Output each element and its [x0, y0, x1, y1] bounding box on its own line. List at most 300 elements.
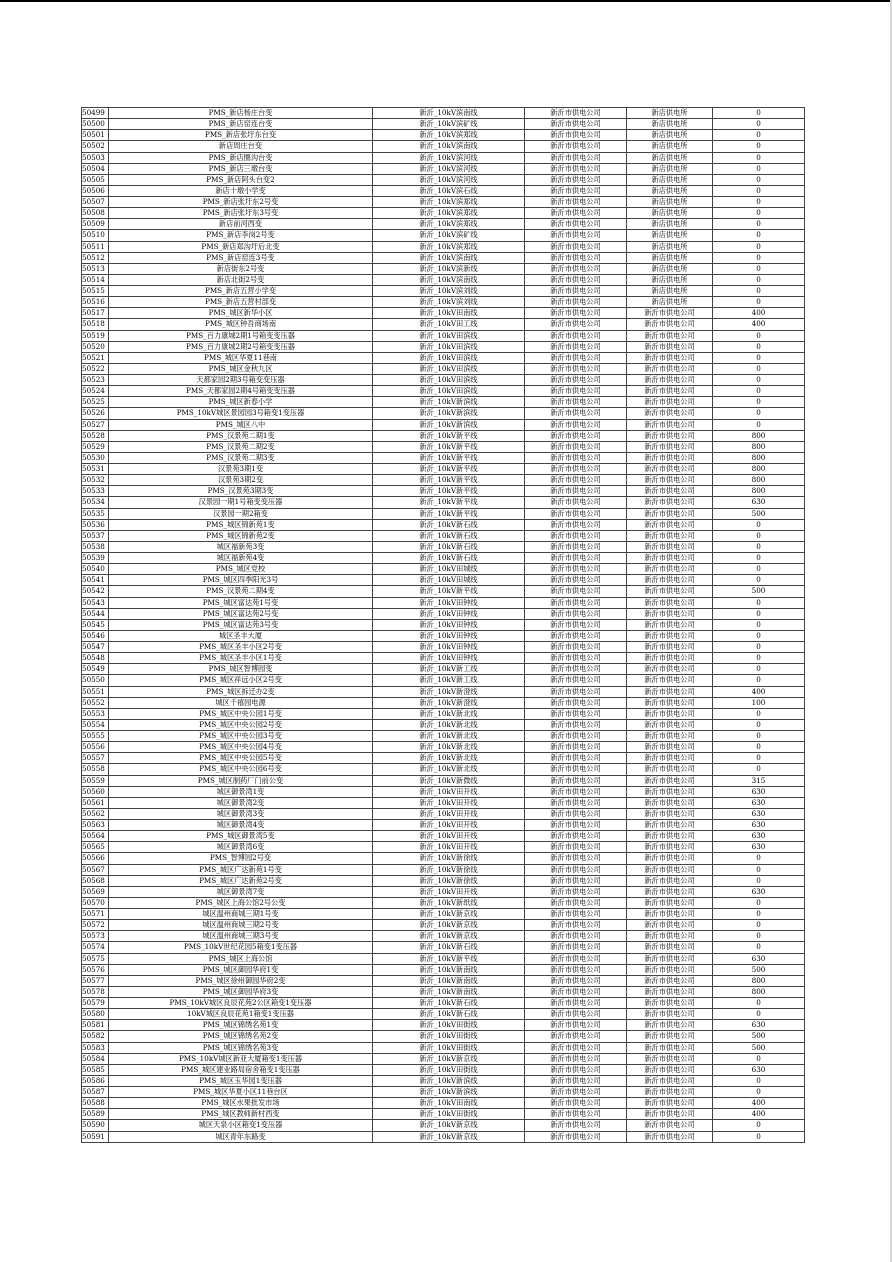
transformer-name-cell: PMS_新店张圩东3号变	[109, 208, 373, 219]
record-id-cell: 50512	[82, 252, 109, 263]
capacity-cell: 400	[713, 1098, 805, 1109]
supply-station-cell: 新沂市供电公司	[627, 820, 713, 831]
table-row	[82, 352, 805, 363]
supply-station-cell: 新沂市供电公司	[627, 630, 713, 641]
table-row	[82, 286, 805, 297]
supply-station-cell: 新沂市供电公司	[627, 430, 713, 441]
feeder-line-cell: 新沂_10kV田街线	[373, 1109, 525, 1120]
company-cell: 新沂市供电公司	[525, 853, 627, 864]
supply-station-cell: 新沂市供电公司	[627, 553, 713, 564]
company-cell: 新沂市供电公司	[525, 286, 627, 297]
transformer-name-cell: PMS_城区富达苑3号变	[109, 619, 373, 630]
capacity-cell: 0	[713, 853, 805, 864]
table-row	[82, 964, 805, 975]
supply-station-cell: 新沂市供电公司	[627, 1009, 713, 1020]
company-cell: 新沂市供电公司	[525, 241, 627, 252]
feeder-line-cell: 新沂_10kV田开线	[373, 786, 525, 797]
transformer-name-cell: PMS_城区八中	[109, 419, 373, 430]
transformer-name-cell: PMS_新店窑连台变	[109, 119, 373, 130]
company-cell: 新沂市供电公司	[525, 1042, 627, 1053]
table-row	[82, 630, 805, 641]
feeder-line-cell: 新沂_10kV田钟线	[373, 630, 525, 641]
supply-station-cell: 新沂市供电公司	[627, 764, 713, 775]
record-id-cell: 50549	[82, 664, 109, 675]
transformer-name-cell: PMS_新店张圩东台变	[109, 130, 373, 141]
transformer-name-cell: 城区温州商城三期1号变	[109, 909, 373, 920]
table-row	[82, 519, 805, 530]
capacity-cell: 0	[713, 141, 805, 152]
transformer-name-cell: PMS_新店窑连3号变	[109, 252, 373, 263]
company-cell: 新沂市供电公司	[525, 608, 627, 619]
feeder-line-cell: 新沂_10kV新工线	[373, 675, 525, 686]
record-id-cell: 50584	[82, 1053, 109, 1064]
capacity-cell: 630	[713, 797, 805, 808]
transformer-name-cell: PMS_城区水果批发市场	[109, 1098, 373, 1109]
company-cell: 新沂市供电公司	[525, 1109, 627, 1120]
transformer-name-cell: PMS_城区徐州御园华府2变	[109, 975, 373, 986]
feeder-line-cell: 新沂_10kV新石线	[373, 942, 525, 953]
transformer-name-cell: PMS_城区广达新苑2号变	[109, 875, 373, 886]
feeder-line-cell: 新沂_10kV滨郑线	[373, 197, 525, 208]
table-row	[82, 1109, 805, 1120]
transformer-name-cell: PMS_新店郑沟圩后北变	[109, 241, 373, 252]
record-id-cell: 50552	[82, 697, 109, 708]
feeder-line-cell: 新沂_10kV新石线	[373, 519, 525, 530]
feeder-line-cell: 新沂_10kV田南线	[373, 1098, 525, 1109]
company-cell: 新沂市供电公司	[525, 619, 627, 630]
capacity-cell: 0	[713, 352, 805, 363]
table-row	[82, 909, 805, 920]
record-id-cell: 50536	[82, 519, 109, 530]
supply-station-cell: 新沂市供电公司	[627, 942, 713, 953]
company-cell: 新沂市供电公司	[525, 274, 627, 285]
supply-station-cell: 新沂市供电公司	[627, 831, 713, 842]
feeder-line-cell: 新沂_10kV新微线	[373, 775, 525, 786]
feeder-line-cell: 新沂_10kV新石线	[373, 541, 525, 552]
feeder-line-cell: 新沂_10kV新石线	[373, 553, 525, 564]
transformer-name-cell: PMS_城区华夏11巷南	[109, 352, 373, 363]
feeder-line-cell: 新沂_10kV新工线	[373, 664, 525, 675]
table-row	[82, 1098, 805, 1109]
record-id-cell: 50499	[82, 108, 109, 119]
feeder-line-cell: 新沂_10kV新京线	[373, 1120, 525, 1131]
company-cell: 新沂市供电公司	[525, 341, 627, 352]
table-row	[82, 775, 805, 786]
record-id-cell: 50531	[82, 464, 109, 475]
supply-station-cell: 新沂市供电公司	[627, 742, 713, 753]
supply-station-cell: 新沂市供电公司	[627, 653, 713, 664]
capacity-cell: 800	[713, 452, 805, 463]
company-cell: 新沂市供电公司	[525, 642, 627, 653]
transformer-name-cell: PMS_10kV世纪花园5箱变1变压器	[109, 942, 373, 953]
feeder-line-cell: 新沂_10kV滨新线	[373, 263, 525, 274]
transformer-name-cell: PMS_城区祥远小区2号变	[109, 675, 373, 686]
transformer-name-cell: 10kV城区良辰花苑1箱变1变压器	[109, 1009, 373, 1020]
transformer-name-cell: 城区温州商城三期3号变	[109, 931, 373, 942]
supply-station-cell: 新沂市供电公司	[627, 664, 713, 675]
table-row	[82, 464, 805, 475]
record-id-cell: 50574	[82, 942, 109, 953]
transformer-name-cell: PMS_新店三墩台变	[109, 163, 373, 174]
record-id-cell: 50563	[82, 820, 109, 831]
record-id-cell: 50575	[82, 953, 109, 964]
record-id-cell: 50558	[82, 764, 109, 775]
transformer-name-cell: PMS_新店李岗2号变	[109, 230, 373, 241]
transformer-name-cell: 城区福新苑3变	[109, 541, 373, 552]
company-cell: 新沂市供电公司	[525, 208, 627, 219]
table-row	[82, 486, 805, 497]
transformer-name-cell: PMS_汉景苑二期1变	[109, 430, 373, 441]
feeder-line-cell: 新沂_10kV新滨线	[373, 1087, 525, 1098]
company-cell: 新沂市供电公司	[525, 541, 627, 552]
record-id-cell: 50569	[82, 886, 109, 897]
company-cell: 新沂市供电公司	[525, 630, 627, 641]
record-id-cell: 50505	[82, 174, 109, 185]
capacity-cell: 315	[713, 775, 805, 786]
transformer-name-cell: PMS_10kV城区良辰花苑2公区箱变1变压器	[109, 998, 373, 1009]
supply-station-cell: 新沂市供电公司	[627, 1131, 713, 1142]
supply-station-cell: 新店供电所	[627, 152, 713, 163]
feeder-line-cell: 新沂_10kV田滨线	[373, 375, 525, 386]
capacity-cell: 0	[713, 1009, 805, 1020]
supply-station-cell: 新沂市供电公司	[627, 1031, 713, 1042]
table-row	[82, 608, 805, 619]
transformer-name-cell: PMS_城区中央公园2号变	[109, 719, 373, 730]
record-id-cell: 50577	[82, 975, 109, 986]
capacity-cell: 0	[713, 575, 805, 586]
record-id-cell: 50501	[82, 130, 109, 141]
supply-station-cell: 新沂市供电公司	[627, 341, 713, 352]
feeder-line-cell: 新沂_10kV滨石线	[373, 185, 525, 196]
transformer-name-cell: 城区温州商城三期2号变	[109, 920, 373, 931]
company-cell: 新沂市供电公司	[525, 875, 627, 886]
feeder-line-cell: 新沂_10kV新北线	[373, 742, 525, 753]
record-id-cell: 50544	[82, 608, 109, 619]
record-id-cell: 50546	[82, 630, 109, 641]
table-row	[82, 719, 805, 730]
capacity-cell: 0	[713, 1131, 805, 1142]
feeder-line-cell: 新沂_10kV田街线	[373, 1042, 525, 1053]
company-cell: 新沂市供电公司	[525, 842, 627, 853]
capacity-cell: 0	[713, 719, 805, 730]
record-id-cell: 50545	[82, 619, 109, 630]
transformer-name-cell: 汉景苑3期1变	[109, 464, 373, 475]
capacity-cell: 0	[713, 219, 805, 230]
transformer-name-cell: PMS_城区圣丰小区2号变	[109, 642, 373, 653]
table-row	[82, 786, 805, 797]
capacity-cell: 0	[713, 653, 805, 664]
capacity-cell: 0	[713, 920, 805, 931]
table-row	[82, 797, 805, 808]
table-row	[82, 230, 805, 241]
supply-station-cell: 新沂市供电公司	[627, 864, 713, 875]
company-cell: 新沂市供电公司	[525, 330, 627, 341]
capacity-cell: 0	[713, 553, 805, 564]
capacity-cell: 0	[713, 942, 805, 953]
record-id-cell: 50533	[82, 486, 109, 497]
company-cell: 新沂市供电公司	[525, 909, 627, 920]
capacity-cell: 0	[713, 541, 805, 552]
transformer-name-cell: 汉景园一期2箱变	[109, 508, 373, 519]
company-cell: 新沂市供电公司	[525, 441, 627, 452]
table-row	[82, 1053, 805, 1064]
record-id-cell: 50514	[82, 274, 109, 285]
supply-station-cell: 新沂市供电公司	[627, 853, 713, 864]
record-id-cell: 50579	[82, 998, 109, 1009]
supply-station-cell: 新店供电所	[627, 208, 713, 219]
supply-station-cell: 新沂市供电公司	[627, 975, 713, 986]
transformer-name-cell: PMS_城区富达苑2号变	[109, 608, 373, 619]
feeder-line-cell: 新沂_10kV新徐线	[373, 875, 525, 886]
feeder-line-cell: 新沂_10kV新平线	[373, 475, 525, 486]
table-row	[82, 553, 805, 564]
transformer-name-cell: PMS_城区中央公园1号变	[109, 708, 373, 719]
capacity-cell: 400	[713, 319, 805, 330]
supply-station-cell: 新店供电所	[627, 108, 713, 119]
capacity-cell: 0	[713, 286, 805, 297]
supply-station-cell: 新沂市供电公司	[627, 475, 713, 486]
company-cell: 新沂市供电公司	[525, 508, 627, 519]
supply-station-cell: 新沂市供电公司	[627, 386, 713, 397]
supply-station-cell: 新沂市供电公司	[627, 875, 713, 886]
record-id-cell: 50526	[82, 408, 109, 419]
feeder-line-cell: 新沂_10kV田工线	[373, 319, 525, 330]
company-cell: 新沂市供电公司	[525, 708, 627, 719]
feeder-line-cell: 新沂_10kV滨河线	[373, 152, 525, 163]
table-row	[82, 953, 805, 964]
capacity-cell: 630	[713, 497, 805, 508]
feeder-line-cell: 新沂_10kV田钟线	[373, 608, 525, 619]
record-id-cell: 50528	[82, 430, 109, 441]
feeder-line-cell: 新沂_10kV滨郑线	[373, 219, 525, 230]
capacity-cell: 800	[713, 486, 805, 497]
record-id-cell: 50538	[82, 541, 109, 552]
feeder-line-cell: 新沂_10kV新平线	[373, 430, 525, 441]
supply-station-cell: 新沂市供电公司	[627, 897, 713, 908]
supply-station-cell: 新沂市供电公司	[627, 886, 713, 897]
record-id-cell: 50503	[82, 152, 109, 163]
table-row	[82, 931, 805, 942]
record-id-cell: 50551	[82, 686, 109, 697]
transformer-name-cell: PMS_城区玉华园1变压器	[109, 1075, 373, 1086]
record-id-cell: 50518	[82, 319, 109, 330]
table-row	[82, 731, 805, 742]
supply-station-cell: 新沂市供电公司	[627, 397, 713, 408]
capacity-cell: 0	[713, 397, 805, 408]
record-id-cell: 50524	[82, 386, 109, 397]
transformer-name-cell: 新店北街2号变	[109, 274, 373, 285]
transformer-name-cell: PMS_新店张圩东2号变	[109, 197, 373, 208]
capacity-cell: 400	[713, 308, 805, 319]
capacity-cell: 0	[713, 564, 805, 575]
feeder-line-cell: 新沂_10kV新平线	[373, 441, 525, 452]
supply-station-cell: 新沂市供电公司	[627, 541, 713, 552]
transformer-name-cell: 城区天泉小区箱变1变压器	[109, 1120, 373, 1131]
capacity-cell: 0	[713, 764, 805, 775]
capacity-cell: 500	[713, 1042, 805, 1053]
transformer-name-cell: 城区御景湾1变	[109, 786, 373, 797]
supply-station-cell: 新沂市供电公司	[627, 731, 713, 742]
capacity-cell: 0	[713, 642, 805, 653]
transformer-name-cell: PMS_城区上海公馆2号公变	[109, 897, 373, 908]
capacity-cell: 0	[713, 241, 805, 252]
table-row	[82, 575, 805, 586]
supply-station-cell: 新沂市供电公司	[627, 452, 713, 463]
company-cell: 新沂市供电公司	[525, 519, 627, 530]
capacity-cell: 0	[713, 375, 805, 386]
table-row	[82, 764, 805, 775]
transformer-name-cell: PMS_城区锦绣名苑2变	[109, 1031, 373, 1042]
capacity-cell: 500	[713, 1031, 805, 1042]
record-id-cell: 50581	[82, 1020, 109, 1031]
transformer-name-cell: PMS_城区广达新苑1号变	[109, 864, 373, 875]
company-cell: 新沂市供电公司	[525, 953, 627, 964]
supply-station-cell: 新店供电所	[627, 230, 713, 241]
supply-station-cell: 新沂市供电公司	[627, 486, 713, 497]
company-cell: 新沂市供电公司	[525, 553, 627, 564]
capacity-cell: 630	[713, 1020, 805, 1031]
company-cell: 新沂市供电公司	[525, 564, 627, 575]
supply-station-cell: 新沂市供电公司	[627, 586, 713, 597]
record-id-cell: 50587	[82, 1087, 109, 1098]
company-cell: 新沂市供电公司	[525, 408, 627, 419]
supply-station-cell: 新沂市供电公司	[627, 1109, 713, 1120]
company-cell: 新沂市供电公司	[525, 174, 627, 185]
company-cell: 新沂市供电公司	[525, 1009, 627, 1020]
feeder-line-cell: 新沂_10kV田城线	[373, 575, 525, 586]
capacity-cell: 0	[713, 263, 805, 274]
supply-station-cell: 新沂市供电公司	[627, 986, 713, 997]
company-cell: 新沂市供电公司	[525, 731, 627, 742]
supply-station-cell: 新沂市供电公司	[627, 1020, 713, 1031]
capacity-cell: 500	[713, 586, 805, 597]
table-row	[82, 508, 805, 519]
table-row	[82, 497, 805, 508]
table-row	[82, 108, 805, 119]
transformer-name-cell: PMS_新店五营村部变	[109, 297, 373, 308]
transformer-name-cell: PMS_城区圣丰小区1号变	[109, 653, 373, 664]
company-cell: 新沂市供电公司	[525, 530, 627, 541]
company-cell: 新沂市供电公司	[525, 1131, 627, 1142]
table-row	[82, 864, 805, 875]
transformer-name-cell: PMS_汉景苑二期4变	[109, 586, 373, 597]
feeder-line-cell: 新沂_10kV新石线	[373, 998, 525, 1009]
feeder-line-cell: 新沂_10kV滨南线	[373, 141, 525, 152]
company-cell: 新沂市供电公司	[525, 419, 627, 430]
company-cell: 新沂市供电公司	[525, 786, 627, 797]
capacity-cell: 0	[713, 931, 805, 942]
company-cell: 新沂市供电公司	[525, 697, 627, 708]
record-id-cell: 50576	[82, 964, 109, 975]
table-row	[82, 152, 805, 163]
capacity-cell: 0	[713, 197, 805, 208]
feeder-line-cell: 新沂_10kV新滨线	[373, 419, 525, 430]
record-id-cell: 50537	[82, 530, 109, 541]
feeder-line-cell: 新沂_10kV新南线	[373, 986, 525, 997]
supply-station-cell: 新沂市供电公司	[627, 530, 713, 541]
capacity-cell: 0	[713, 753, 805, 764]
transformer-table	[81, 107, 805, 1143]
capacity-cell: 0	[713, 708, 805, 719]
table-row	[82, 452, 805, 463]
feeder-line-cell: 新沂_10kV滨郑线	[373, 130, 525, 141]
table-row	[82, 853, 805, 864]
record-id-cell: 50529	[82, 441, 109, 452]
record-id-cell: 50535	[82, 508, 109, 519]
record-id-cell: 50542	[82, 586, 109, 597]
table-row	[82, 341, 805, 352]
capacity-cell: 500	[713, 964, 805, 975]
capacity-cell: 0	[713, 519, 805, 530]
capacity-cell: 630	[713, 786, 805, 797]
company-cell: 新沂市供电公司	[525, 1053, 627, 1064]
supply-station-cell: 新沂市供电公司	[627, 775, 713, 786]
record-id-cell: 50534	[82, 497, 109, 508]
company-cell: 新沂市供电公司	[525, 219, 627, 230]
record-id-cell: 50561	[82, 797, 109, 808]
record-id-cell: 50507	[82, 197, 109, 208]
capacity-cell: 0	[713, 152, 805, 163]
feeder-line-cell: 新沂_10kV新京线	[373, 1053, 525, 1064]
record-id-cell: 50564	[82, 831, 109, 842]
capacity-cell: 630	[713, 953, 805, 964]
feeder-line-cell: 新沂_10kV田街线	[373, 1020, 525, 1031]
company-cell: 新沂市供电公司	[525, 397, 627, 408]
feeder-line-cell: 新沂_10kV新京线	[373, 909, 525, 920]
table-row	[82, 241, 805, 252]
company-cell: 新沂市供电公司	[525, 764, 627, 775]
transformer-name-cell: PMS_城区御园华府3变	[109, 986, 373, 997]
capacity-cell: 800	[713, 986, 805, 997]
supply-station-cell: 新沂市供电公司	[627, 363, 713, 374]
table-row	[82, 886, 805, 897]
supply-station-cell: 新沂市供电公司	[627, 575, 713, 586]
supply-station-cell: 新沂市供电公司	[627, 564, 713, 575]
feeder-line-cell: 新沂_10kV滨河线	[373, 163, 525, 174]
supply-station-cell: 新店供电所	[627, 241, 713, 252]
table-row	[82, 675, 805, 686]
capacity-cell: 800	[713, 430, 805, 441]
table-row	[82, 697, 805, 708]
page-top-rule	[0, 0, 892, 2]
transformer-name-cell: PMS_城区制药厂门前公变	[109, 775, 373, 786]
capacity-cell: 0	[713, 1087, 805, 1098]
supply-station-cell: 新店供电所	[627, 274, 713, 285]
feeder-line-cell: 新沂_10kV新南线	[373, 975, 525, 986]
table-row	[82, 831, 805, 842]
table-row	[82, 375, 805, 386]
record-id-cell: 50517	[82, 308, 109, 319]
transformer-name-cell: PMS_新店杨庄台变	[109, 108, 373, 119]
record-id-cell: 50554	[82, 719, 109, 730]
transformer-name-cell: PMS_城区中央公园3号变	[109, 731, 373, 742]
capacity-cell: 800	[713, 975, 805, 986]
feeder-line-cell: 新沂_10kV滨矿线	[373, 230, 525, 241]
record-id-cell: 50527	[82, 419, 109, 430]
capacity-cell: 0	[713, 185, 805, 196]
company-cell: 新沂市供电公司	[525, 653, 627, 664]
supply-station-cell: 新店供电所	[627, 119, 713, 130]
supply-station-cell: 新沂市供电公司	[627, 508, 713, 519]
supply-station-cell: 新沂市供电公司	[627, 1098, 713, 1109]
capacity-cell: 630	[713, 831, 805, 842]
transformer-name-cell: PMS_城区金秋九区	[109, 363, 373, 374]
capacity-cell: 0	[713, 363, 805, 374]
capacity-cell: 0	[713, 1053, 805, 1064]
table-row	[82, 1087, 805, 1098]
record-id-cell: 50506	[82, 185, 109, 196]
transformer-name-cell: PMS_城区锦绣名苑1变	[109, 1020, 373, 1031]
